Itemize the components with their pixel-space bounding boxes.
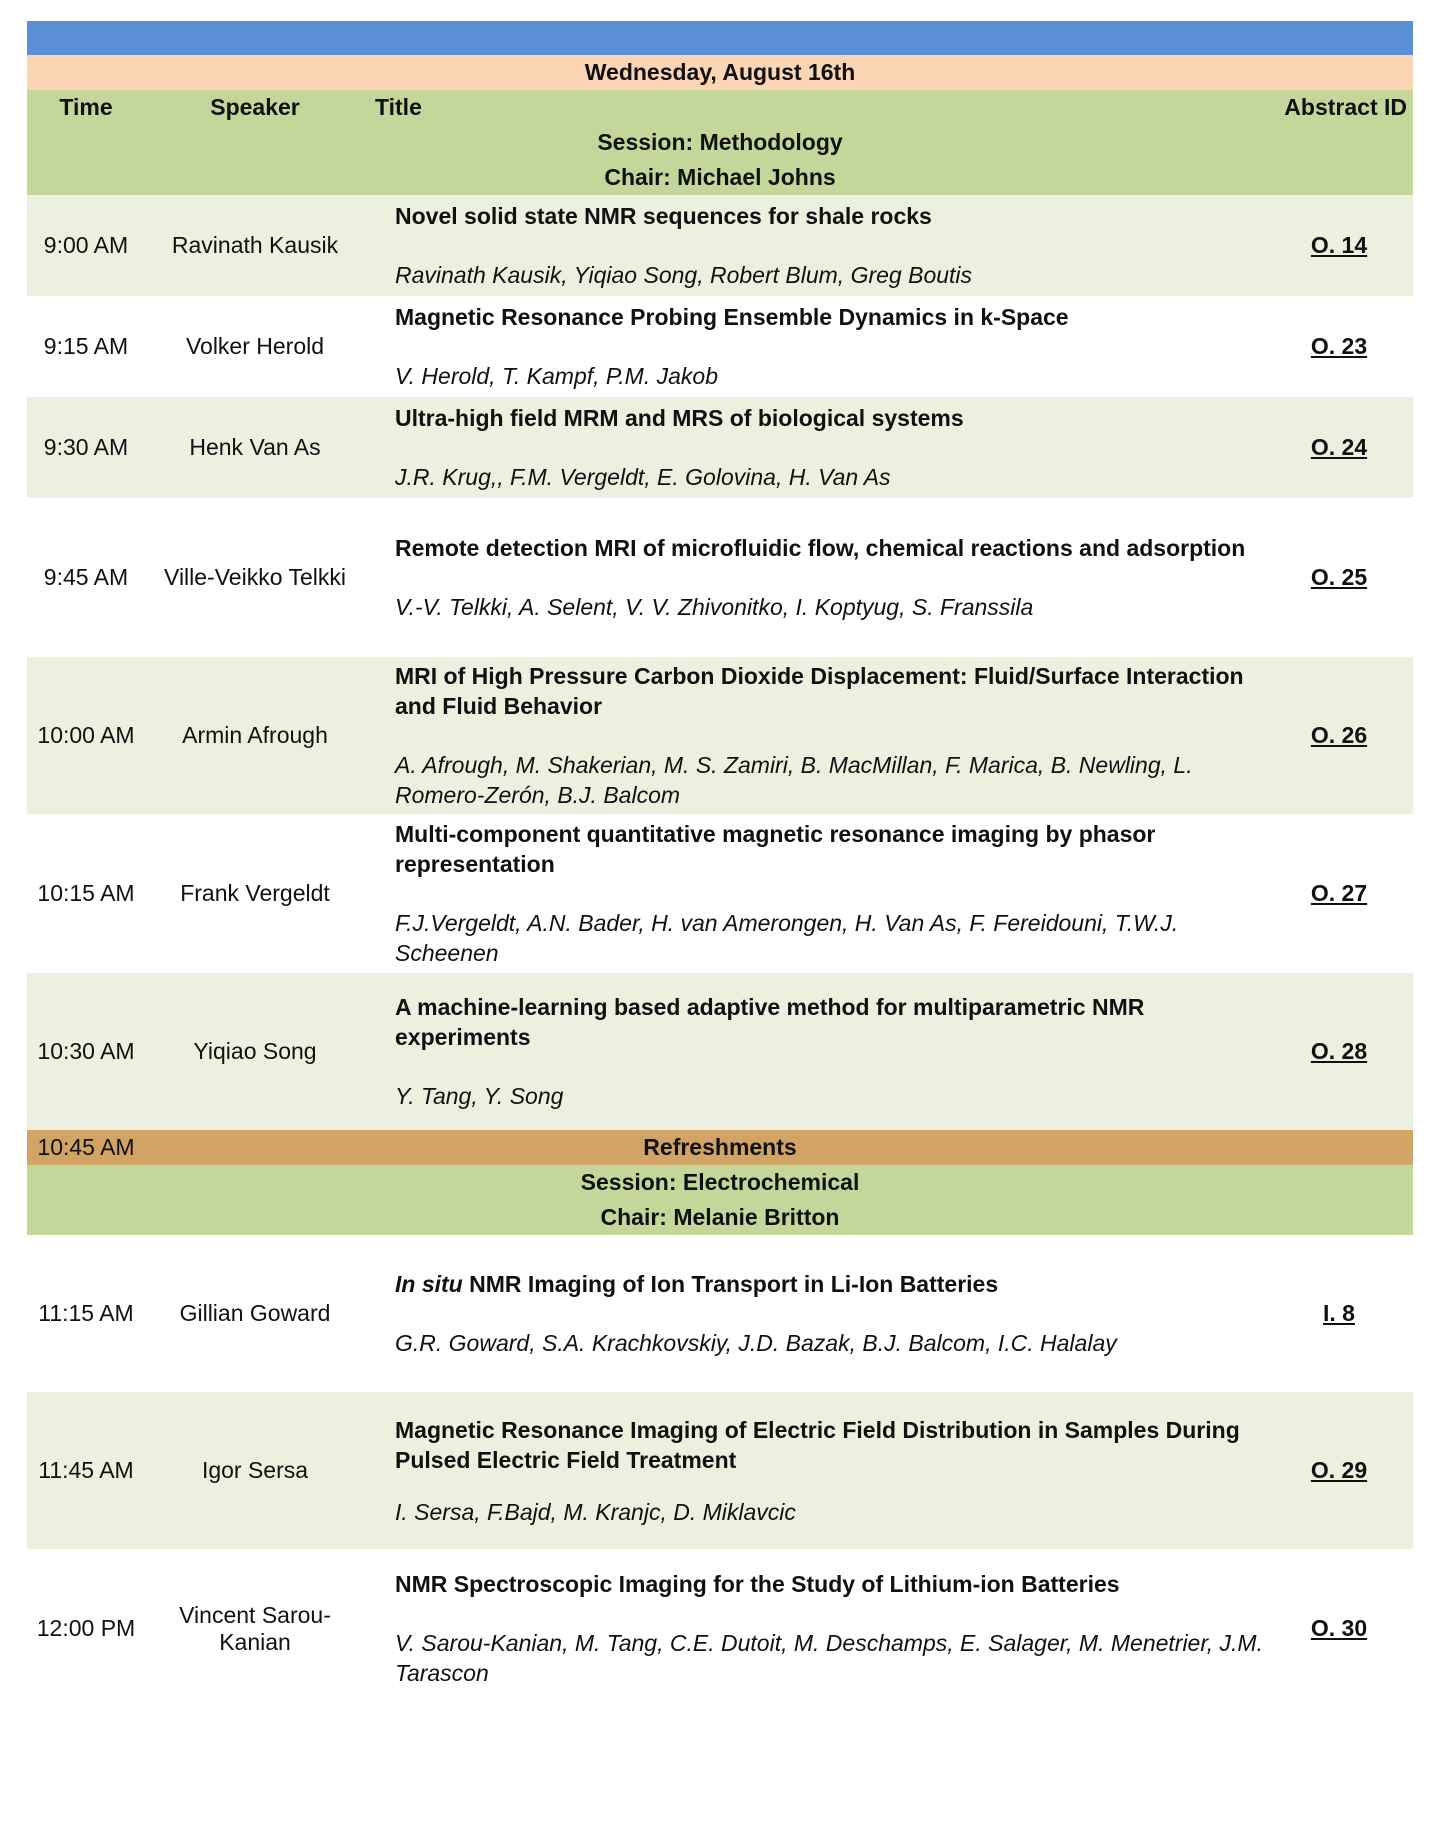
abstract-cell <box>1265 232 1413 259</box>
talk-title: Novel solid state NMR sequences for shale rocks <box>395 203 932 229</box>
talk-authors: F.J.Vergeldt, A.N. Bader, H. van Amerongen, H. Van As, F. Fereidouni, T.W.J. Scheenen <box>395 910 1179 966</box>
abstract-link[interactable]: O. 28 <box>1310 1038 1368 1064</box>
talk-speaker: Volker Herold <box>185 333 325 359</box>
talk-row <box>27 498 1413 657</box>
abstract-cell <box>1265 333 1413 360</box>
column-header-row <box>27 90 1413 125</box>
talk-authors: J.R. Krug,, F.M. Vergeldt, E. Golovina, H. Van As <box>395 464 891 490</box>
column-abstract-id: Abstract ID <box>1284 94 1407 120</box>
talk-time: 11:15 AM <box>38 1300 134 1326</box>
talk-info <box>365 1269 1265 1358</box>
session-name: Session: Electrochemical <box>27 1165 1413 1200</box>
talk-title <box>395 1269 1265 1299</box>
talk-row <box>27 397 1413 498</box>
column-time: Time <box>59 94 113 120</box>
talk-info <box>365 403 1265 492</box>
abstract-link[interactable]: O. 25 <box>1310 564 1368 590</box>
talk-time: 11:45 AM <box>38 1457 134 1483</box>
talk-info <box>365 1569 1265 1688</box>
talk-authors: V.-V. Telkki, A. Selent, V. V. Zhivonitko, I. Koptyug, S. Franssila <box>395 594 1034 620</box>
talk-title: Magnetic Resonance Probing Ensemble Dynamics in k-Space <box>395 304 1069 330</box>
abstract-link[interactable]: O. 30 <box>1310 1615 1368 1641</box>
talk-speaker: Frank Vergeldt <box>180 880 330 906</box>
talk-row <box>27 1392 1413 1549</box>
abstract-cell <box>1265 880 1413 907</box>
talk-info <box>365 533 1265 622</box>
talk-authors: V. Herold, T. Kampf, P.M. Jakob <box>395 363 718 389</box>
talk-authors: V. Sarou-Kanian, M. Tang, C.E. Dutoit, M. Deschamps, E. Salager, M. Menetrier, J.M. Tarascon <box>395 1630 1263 1686</box>
abstract-link[interactable]: O. 29 <box>1310 1457 1368 1483</box>
abstract-link[interactable]: O. 14 <box>1310 232 1368 258</box>
talk-row <box>27 195 1413 296</box>
abstract-cell <box>1265 434 1413 461</box>
abstract-link[interactable]: I. 8 <box>1323 1300 1355 1326</box>
talk-speaker: Ravinath Kausik <box>171 232 339 258</box>
talk-speaker: Ville-Veikko Telkki <box>164 564 346 590</box>
column-title: Title <box>375 94 422 120</box>
refreshments-label: Refreshments <box>643 1134 797 1160</box>
talk-authors: Y. Tang, Y. Song <box>395 1083 564 1109</box>
talk-speaker: Armin Afrough <box>182 722 328 748</box>
talk-speaker: Gillian Goward <box>179 1300 331 1326</box>
header-bar <box>27 21 1413 55</box>
talk-info <box>365 201 1265 290</box>
day-heading: Wednesday, August 16th <box>27 55 1413 90</box>
talk-time: 9:00 AM <box>43 232 129 258</box>
talk-row <box>27 296 1413 397</box>
talk-title: NMR Spectroscopic Imaging for the Study of Lithium-ion Batteries <box>395 1571 1120 1597</box>
abstract-cell <box>1265 1615 1413 1642</box>
talk-speaker: Henk Van As <box>189 434 321 460</box>
abstract-cell <box>1265 1457 1413 1484</box>
talk-info <box>365 302 1265 391</box>
talk-title-italic: In situ <box>395 1271 463 1297</box>
talk-row <box>27 1235 1413 1392</box>
abstract-link[interactable]: O. 26 <box>1310 722 1368 748</box>
talk-title-rest: NMR Imaging of Ion Transport in Li-Ion Batteries <box>462 1271 999 1297</box>
refreshments-time: 10:45 AM <box>37 1134 135 1160</box>
abstract-cell <box>1265 1038 1413 1065</box>
talk-authors: Ravinath Kausik, Yiqiao Song, Robert Blum, Greg Boutis <box>395 262 973 288</box>
talk-info <box>365 819 1265 968</box>
talk-info <box>365 661 1265 810</box>
talk-title: Ultra-high field MRM and MRS of biological systems <box>395 405 964 431</box>
session-chair: Chair: Michael Johns <box>27 160 1413 195</box>
talk-row <box>27 657 1413 814</box>
column-speaker: Speaker <box>210 94 300 120</box>
talk-info <box>365 1415 1265 1527</box>
refreshments-row <box>27 1130 1413 1165</box>
talk-info <box>365 992 1265 1111</box>
talk-title: Remote detection MRI of microfluidic flow, chemical reactions and adsorption <box>395 535 1246 561</box>
talk-time: 10:30 AM <box>37 1038 135 1064</box>
abstract-cell <box>1265 722 1413 749</box>
abstract-link[interactable]: O. 27 <box>1310 880 1368 906</box>
talk-time: 9:15 AM <box>43 333 129 359</box>
talk-title: Multi-component quantitative magnetic resonance imaging by phasor representation <box>395 821 1156 877</box>
talk-title: A machine-learning based adaptive method for multiparametric NMR experiments <box>395 994 1145 1050</box>
abstract-link[interactable]: O. 23 <box>1310 333 1368 359</box>
abstract-link[interactable]: O. 24 <box>1310 434 1368 460</box>
talk-title: Magnetic Resonance Imaging of Electric Field Distribution in Samples During Pulsed Electric Field Treatment <box>395 1416 1240 1473</box>
talk-speaker: Yiqiao Song <box>193 1038 317 1064</box>
talk-row <box>27 814 1413 973</box>
talk-title: MRI of High Pressure Carbon Dioxide Displacement: Fluid/Surface Interaction and Fluid Behavior <box>395 663 1244 719</box>
talk-time: 10:15 AM <box>37 880 135 906</box>
talk-time: 9:30 AM <box>43 434 129 460</box>
talk-authors: G.R. Goward, S.A. Krachkovskiy, J.D. Bazak, B.J. Balcom, I.C. Halalay <box>395 1330 1117 1356</box>
talk-authors: A. Afrough, M. Shakerian, M. S. Zamiri, B. MacMillan, F. Marica, B. Newling, L. Romero-Zerón, B.J. Balcom <box>395 752 1193 808</box>
schedule-sheet <box>27 21 1413 1708</box>
abstract-cell <box>1265 1300 1413 1327</box>
talk-row <box>27 973 1413 1130</box>
talk-speaker: Vincent Sarou-Kanian <box>179 1601 331 1655</box>
talk-row <box>27 1549 1413 1708</box>
talk-time: 12:00 PM <box>36 1615 136 1641</box>
talk-time: 9:45 AM <box>43 564 129 590</box>
session-chair: Chair: Melanie Britton <box>27 1200 1413 1235</box>
talk-authors: I. Sersa, F.Bajd, M. Kranjc, D. Miklavcic <box>395 1498 796 1525</box>
talk-speaker: Igor Sersa <box>201 1457 309 1483</box>
abstract-cell <box>1265 564 1413 591</box>
session-name: Session: Methodology <box>27 125 1413 160</box>
talk-time: 10:00 AM <box>37 722 135 748</box>
